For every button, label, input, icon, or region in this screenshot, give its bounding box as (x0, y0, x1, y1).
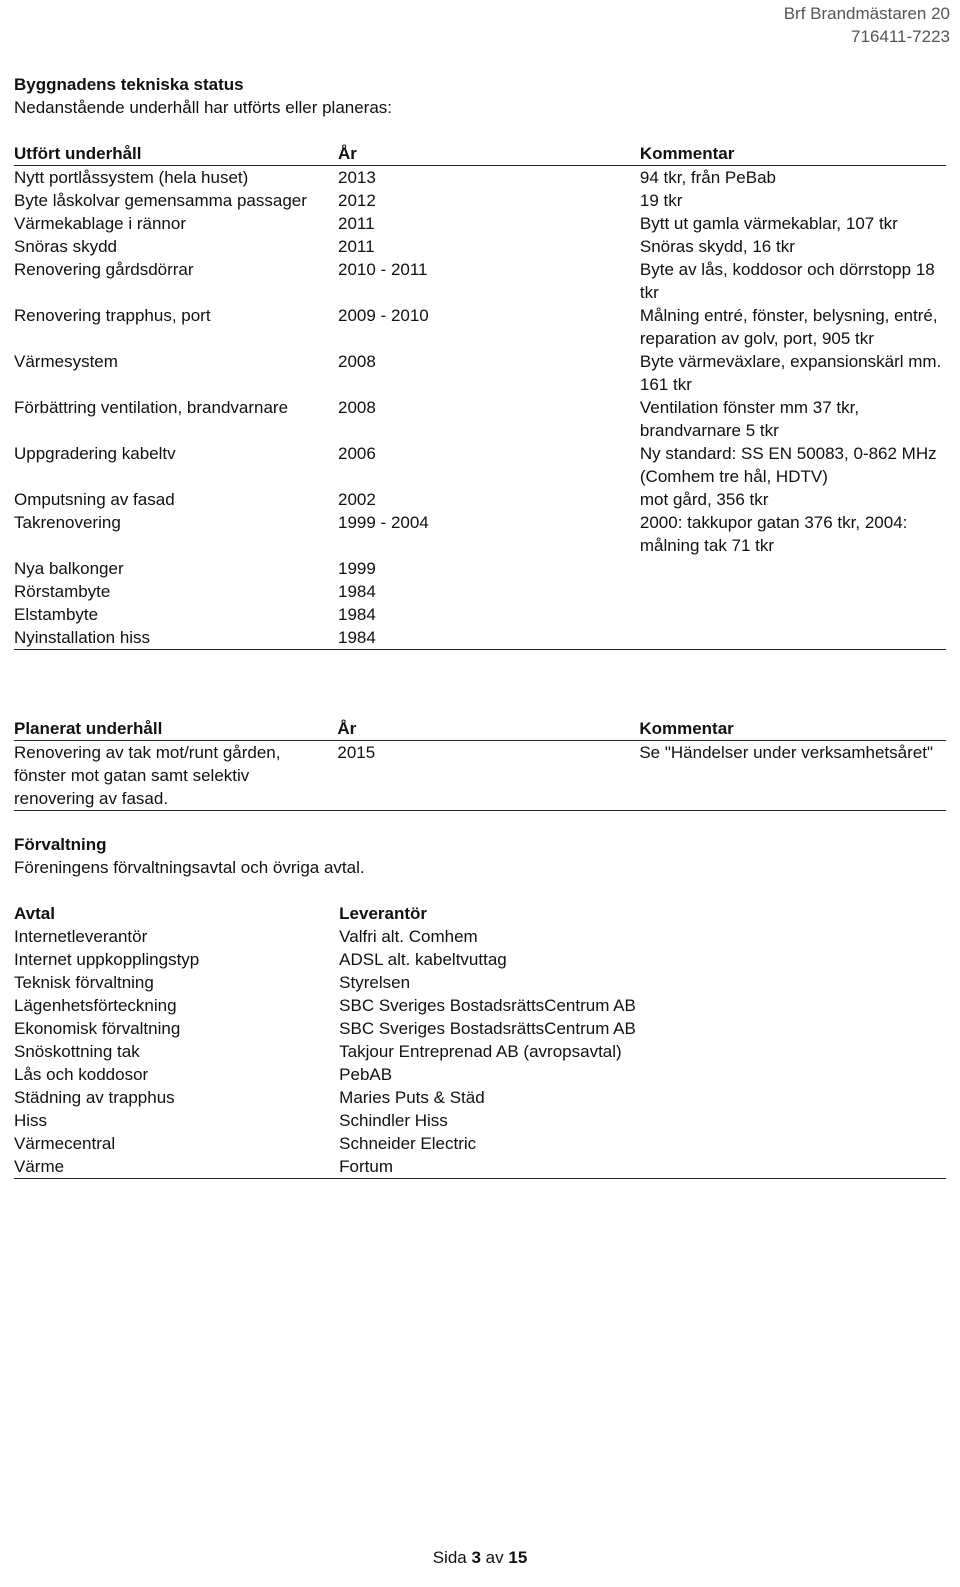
comment-cell: Byte av lås, koddosor och dörrstopp 18 tkr (639, 260, 935, 302)
comment-cell: Ventilation fönster mm 37 tkr, brandvarnare 5 tkr (639, 398, 860, 440)
management-title: Förvaltning (14, 835, 107, 854)
maintenance-cell: Nytt portlåssystem (hela huset) (14, 168, 249, 187)
maintenance-cell: Rörstambyte (14, 582, 111, 601)
table-header-row (14, 142, 946, 166)
completed-maintenance-table (14, 142, 946, 650)
comment-cell: mot gård, 356 tkr (639, 490, 769, 509)
table-row (14, 948, 946, 971)
table-row (14, 166, 946, 190)
contract-cell: Snöskottning tak (14, 1042, 140, 1061)
maintenance-cell: Förbättring ventilation, brandvarnare (14, 398, 289, 417)
contract-cell: Städning av trapphus (14, 1088, 175, 1107)
table-row (14, 925, 946, 948)
maintenance-cell: Värmesystem (14, 352, 118, 371)
table-row (14, 1017, 946, 1040)
year-cell: 2002 (338, 490, 376, 509)
year-cell: 2009 - 2010 (338, 306, 429, 325)
table-row (14, 258, 946, 304)
contract-cell: Hiss (14, 1111, 48, 1130)
supplier-cell: Styrelsen (339, 973, 411, 992)
page-word: Sida (432, 1548, 467, 1567)
comment-cell (640, 626, 946, 650)
table-row (14, 1063, 946, 1086)
page-footer (0, 1546, 960, 1569)
year-cell: 2013 (338, 168, 376, 187)
contract-cell: Internet uppkopplingstyp (14, 950, 200, 969)
empty-cell (644, 1017, 946, 1040)
maintenance-cell: Takrenovering (14, 513, 121, 532)
page-header (784, 2, 950, 48)
table-row (14, 1086, 946, 1109)
empty-cell (644, 994, 946, 1017)
year-cell: 2008 (338, 352, 376, 371)
empty-cell (644, 1086, 946, 1109)
supplier-cell: Maries Puts & Städ (339, 1088, 485, 1107)
contract-cell: Internetleverantör (14, 927, 148, 946)
column-header-empty (644, 902, 946, 925)
contract-cell: Ekonomisk förvaltning (14, 1019, 181, 1038)
empty-cell (644, 971, 946, 994)
table-row (14, 557, 946, 580)
table-row (14, 488, 946, 511)
contract-cell: Lägenhetsförteckning (14, 996, 177, 1015)
org-number: 716411-7223 (851, 27, 950, 46)
year-cell: 2008 (338, 398, 376, 417)
maintenance-cell: Renovering trapphus, port (14, 306, 211, 325)
comment-cell: Målning entré, fönster, belysning, entré, reparation av golv, port, 905 tkr (639, 306, 938, 348)
year-cell: 2011 (338, 214, 375, 233)
year-cell: 2010 - 2011 (338, 260, 428, 279)
maintenance-cell: Nya balkonger (14, 559, 124, 578)
comment-cell (640, 580, 946, 603)
comment-cell: Snöras skydd, 16 tkr (639, 237, 795, 256)
comment-cell: 19 tkr (639, 191, 683, 210)
supplier-cell: PebAB (339, 1065, 393, 1084)
year-cell: 2011 (338, 237, 375, 256)
year-cell: 1984 (338, 605, 376, 624)
supplier-cell: Schneider Electric (339, 1134, 477, 1153)
year-cell: 2012 (338, 191, 376, 210)
table-header-row (14, 717, 946, 741)
maintenance-cell: Snöras skydd (14, 237, 117, 256)
maintenance-cell: Omputsning av fasad (14, 490, 175, 509)
table-row (14, 189, 946, 212)
supplier-cell: SBC Sveriges BostadsrättsCentrum AB (339, 996, 636, 1015)
comment-cell (640, 557, 946, 580)
column-header-planned: Planerat underhåll (14, 717, 337, 741)
comment-cell: Byte värmeväxlare, expansionskärl mm. 161 tkr (639, 352, 942, 394)
column-header-year: År (338, 142, 640, 166)
year-cell: 1984 (338, 582, 376, 601)
table-row (14, 994, 946, 1017)
empty-cell (644, 1155, 946, 1179)
table-row (14, 603, 946, 626)
planned-maintenance-table (14, 717, 946, 811)
technical-status-subtitle: Nedanstående underhåll har utförts eller planeras: (14, 98, 393, 117)
maintenance-cell: Elstambyte (14, 605, 99, 624)
table-row (14, 1040, 946, 1063)
table-row (14, 511, 946, 557)
empty-cell (644, 1132, 946, 1155)
supplier-cell: Takjour Entreprenad AB (avropsavtal) (339, 1042, 622, 1061)
maintenance-cell: Uppgradering kabeltv (14, 444, 176, 463)
total-pages: 15 (508, 1548, 528, 1567)
supplier-cell: Schindler Hiss (339, 1111, 448, 1130)
technical-status-title: Byggnadens tekniska status (14, 75, 244, 94)
contract-cell: Värme (14, 1155, 339, 1179)
table-row (14, 396, 946, 442)
maintenance-cell: Nyinstallation hiss (14, 626, 338, 650)
table-row (14, 212, 946, 235)
org-name: Brf Brandmästaren 20 (783, 4, 950, 23)
year-cell: 1984 (338, 626, 640, 650)
column-header-supplier: Leverantör (339, 904, 428, 923)
column-header-year: År (337, 717, 639, 741)
contract-cell: Lås och koddosor (14, 1065, 149, 1084)
table-row (14, 1155, 946, 1179)
of-word: av (485, 1548, 504, 1567)
year-cell: 2006 (338, 444, 376, 463)
maintenance-cell: Renovering gårdsdörrar (14, 260, 194, 279)
supplier-cell: Valfri alt. Comhem (339, 927, 478, 946)
maintenance-cell: Byte låskolvar gemensamma passager (14, 191, 307, 210)
column-header-comment: Kommentar (639, 717, 946, 741)
contract-cell: Värmecentral (14, 1134, 116, 1153)
table-row (14, 350, 946, 396)
empty-cell (644, 1040, 946, 1063)
year-cell: 2015 (337, 741, 639, 811)
column-header-maintenance: Utfört underhåll (14, 142, 338, 166)
contracts-table (14, 902, 946, 1179)
contract-cell: Teknisk förvaltning (14, 973, 154, 992)
table-row (14, 741, 946, 811)
supplier-cell: SBC Sveriges BostadsrättsCentrum AB (339, 1019, 636, 1038)
management-subtitle: Föreningens förvaltningsavtal och övriga avtal. (14, 858, 365, 877)
comment-cell: 94 tkr, från PeBab (639, 168, 776, 187)
supplier-cell: Fortum (339, 1155, 644, 1179)
table-row (14, 626, 946, 650)
table-header-row (14, 902, 946, 925)
comment-cell: Ny standard: SS EN 50083, 0-862 MHz (Comhem tre hål, HDTV) (639, 444, 937, 486)
comment-cell: Bytt ut gamla värmekablar, 107 tkr (639, 214, 898, 233)
supplier-cell: ADSL alt. kabeltvuttag (339, 950, 507, 969)
year-cell: 1999 (338, 559, 376, 578)
column-header-comment: Kommentar (640, 142, 946, 166)
table-row (14, 235, 946, 258)
table-row (14, 1109, 946, 1132)
comment-cell: 2000: takkupor gatan 376 tkr, 2004: målning tak 71 tkr (639, 513, 908, 555)
table-row (14, 1132, 946, 1155)
comment-cell (640, 603, 946, 626)
empty-cell (644, 1063, 946, 1086)
column-header-contract: Avtal (14, 904, 55, 923)
maintenance-cell: Värmekablage i rännor (14, 214, 186, 233)
table-row (14, 580, 946, 603)
empty-cell (644, 948, 946, 971)
table-row (14, 304, 946, 350)
table-row (14, 442, 946, 488)
comment-cell: Se "Händelser under verksamhetsåret" (639, 741, 946, 811)
year-cell: 1999 - 2004 (338, 513, 429, 532)
empty-cell (644, 925, 946, 948)
table-row (14, 971, 946, 994)
empty-cell (644, 1109, 946, 1132)
page-number: 3 (471, 1548, 481, 1567)
planned-cell: Renovering av tak mot/runt gården, fönster mot gatan samt selektiv renovering av fasad. (14, 741, 337, 811)
